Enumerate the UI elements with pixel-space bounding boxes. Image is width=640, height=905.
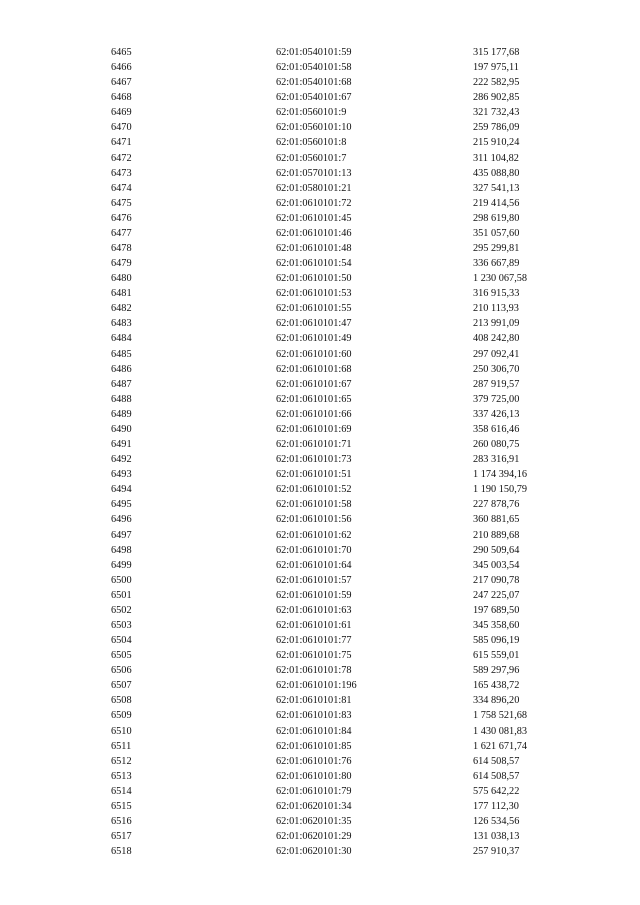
row-number-cell: 6471 <box>111 137 132 149</box>
row-number-cell: 6491 <box>111 439 132 451</box>
row-number-cell: 6472 <box>111 152 132 164</box>
cadastral-number-cell: 62:01:0620101:34 <box>276 800 352 812</box>
table-row <box>0 286 640 301</box>
value-cell: 260 080,75 <box>473 439 520 451</box>
row-number-cell: 6488 <box>111 393 132 405</box>
value-cell: 197 975,11 <box>473 62 519 74</box>
value-cell: 615 559,01 <box>473 650 520 662</box>
value-cell: 408 242,80 <box>473 333 520 345</box>
row-number-cell: 6470 <box>111 122 132 134</box>
table-row <box>0 497 640 512</box>
row-number-cell: 6506 <box>111 665 132 677</box>
cadastral-number-cell: 62:01:0610101:66 <box>276 408 352 420</box>
value-cell: 219 414,56 <box>473 197 520 209</box>
table-row <box>0 407 640 422</box>
value-cell: 257 910,37 <box>473 846 520 858</box>
table-row <box>0 120 640 135</box>
value-cell: 213 991,09 <box>473 318 520 330</box>
value-cell: 345 003,54 <box>473 559 520 571</box>
value-cell: 360 881,65 <box>473 514 520 526</box>
table-row <box>0 482 640 497</box>
row-number-cell: 6509 <box>111 710 132 722</box>
row-number-cell: 6481 <box>111 288 132 300</box>
cadastral-number-cell: 62:01:0560101:7 <box>276 152 347 164</box>
cadastral-number-cell: 62:01:0620101:30 <box>276 846 352 858</box>
table-row <box>0 512 640 527</box>
table-row <box>0 45 640 60</box>
cadastral-number-cell: 62:01:0610101:62 <box>276 529 352 541</box>
cadastral-number-cell: 62:01:0610101:47 <box>276 318 352 330</box>
cadastral-number-cell: 62:01:0570101:13 <box>276 167 352 179</box>
value-cell: 316 915,33 <box>473 288 520 300</box>
value-cell: 334 896,20 <box>473 695 520 707</box>
cadastral-number-cell: 62:01:0610101:58 <box>276 499 352 511</box>
value-cell: 589 297,96 <box>473 665 520 677</box>
cadastral-number-cell: 62:01:0610101:70 <box>276 544 352 556</box>
value-cell: 298 619,80 <box>473 212 520 224</box>
value-cell: 131 038,13 <box>473 831 520 843</box>
cadastral-number-cell: 62:01:0580101:21 <box>276 182 352 194</box>
cadastral-number-cell: 62:01:0540101:67 <box>276 92 352 104</box>
cadastral-number-cell: 62:01:0610101:79 <box>276 785 352 797</box>
cadastral-number-cell: 62:01:0610101:53 <box>276 288 352 300</box>
row-number-cell: 6518 <box>111 846 132 858</box>
value-cell: 177 112,30 <box>473 800 519 812</box>
table-row <box>0 452 640 467</box>
cadastral-number-cell: 62:01:0610101:64 <box>276 559 352 571</box>
value-cell: 311 104,82 <box>473 152 519 164</box>
table-row <box>0 648 640 663</box>
cadastral-number-cell: 62:01:0610101:83 <box>276 710 352 722</box>
row-number-cell: 6493 <box>111 469 132 481</box>
table-row <box>0 211 640 226</box>
table-row <box>0 271 640 286</box>
value-cell: 351 057,60 <box>473 227 520 239</box>
cadastral-number-cell: 62:01:0610101:81 <box>276 695 352 707</box>
value-cell: 345 358,60 <box>473 619 520 631</box>
table-row <box>0 814 640 829</box>
cadastral-number-cell: 62:01:0610101:73 <box>276 454 352 466</box>
cadastral-number-cell: 62:01:0610101:67 <box>276 378 352 390</box>
value-cell: 286 902,85 <box>473 92 520 104</box>
table-row <box>0 437 640 452</box>
row-number-cell: 6466 <box>111 62 132 74</box>
cadastral-number-cell: 62:01:0610101:75 <box>276 650 352 662</box>
cadastral-number-cell: 62:01:0610101:51 <box>276 469 352 481</box>
cadastral-number-cell: 62:01:0610101:77 <box>276 635 352 647</box>
cadastral-number-cell: 62:01:0610101:57 <box>276 574 352 586</box>
row-number-cell: 6500 <box>111 574 132 586</box>
cadastral-number-cell: 62:01:0560101:10 <box>276 122 352 134</box>
row-number-cell: 6474 <box>111 182 132 194</box>
value-cell: 435 088,80 <box>473 167 520 179</box>
cadastral-number-cell: 62:01:0610101:72 <box>276 197 352 209</box>
value-cell: 1 230 067,58 <box>473 273 528 285</box>
cadastral-number-cell: 62:01:0620101:29 <box>276 831 352 843</box>
value-cell: 217 090,78 <box>473 574 520 586</box>
cadastral-number-cell: 62:01:0610101:46 <box>276 227 352 239</box>
table-row <box>0 844 640 859</box>
table-row <box>0 724 640 739</box>
cadastral-number-cell: 62:01:0620101:35 <box>276 815 352 827</box>
value-cell: 222 582,95 <box>473 77 520 89</box>
table-row <box>0 603 640 618</box>
table-row <box>0 181 640 196</box>
value-cell: 259 786,09 <box>473 122 520 134</box>
value-cell: 321 732,43 <box>473 107 520 119</box>
row-number-cell: 6479 <box>111 258 132 270</box>
cadastral-number-cell: 62:01:0610101:85 <box>276 740 352 752</box>
value-cell: 247 225,07 <box>473 589 520 601</box>
value-cell: 1 758 521,68 <box>473 710 528 722</box>
table-row <box>0 467 640 482</box>
row-number-cell: 6504 <box>111 635 132 647</box>
row-number-cell: 6482 <box>111 303 132 315</box>
row-number-cell: 6480 <box>111 273 132 285</box>
row-number-cell: 6505 <box>111 650 132 662</box>
cadastral-number-cell: 62:01:0560101:8 <box>276 137 347 149</box>
table-row <box>0 528 640 543</box>
row-number-cell: 6515 <box>111 800 132 812</box>
row-number-cell: 6489 <box>111 408 132 420</box>
cadastral-number-cell: 62:01:0610101:78 <box>276 665 352 677</box>
table-row <box>0 693 640 708</box>
cadastral-number-cell: 62:01:0610101:80 <box>276 770 352 782</box>
cadastral-number-cell: 62:01:0610101:84 <box>276 725 352 737</box>
cadastral-number-cell: 62:01:0610101:55 <box>276 303 352 315</box>
row-number-cell: 6499 <box>111 559 132 571</box>
table-row <box>0 347 640 362</box>
table-row <box>0 543 640 558</box>
table-row <box>0 362 640 377</box>
row-number-cell: 6484 <box>111 333 132 345</box>
value-cell: 327 541,13 <box>473 182 520 194</box>
row-number-cell: 6475 <box>111 197 132 209</box>
table-row <box>0 316 640 331</box>
cadastral-number-cell: 62:01:0610101:56 <box>276 514 352 526</box>
table-row <box>0 558 640 573</box>
value-cell: 585 096,19 <box>473 635 520 647</box>
value-cell: 358 616,46 <box>473 423 520 435</box>
value-cell: 1 174 394,16 <box>473 469 528 481</box>
row-number-cell: 6486 <box>111 363 132 375</box>
row-number-cell: 6476 <box>111 212 132 224</box>
value-cell: 614 508,57 <box>473 755 520 767</box>
row-number-cell: 6501 <box>111 589 132 601</box>
cadastral-number-cell: 62:01:0610101:54 <box>276 258 352 270</box>
cadastral-number-cell: 62:01:0610101:68 <box>276 363 352 375</box>
table-row <box>0 256 640 271</box>
value-cell: 290 509,64 <box>473 544 520 556</box>
row-number-cell: 6502 <box>111 604 132 616</box>
cadastral-number-cell: 62:01:0560101:9 <box>276 107 347 119</box>
value-cell: 126 534,56 <box>473 815 520 827</box>
value-cell: 197 689,50 <box>473 604 520 616</box>
value-cell: 227 878,76 <box>473 499 520 511</box>
table-row <box>0 633 640 648</box>
table-row <box>0 739 640 754</box>
value-cell: 1 621 671,74 <box>473 740 528 752</box>
table-row <box>0 377 640 392</box>
row-number-cell: 6496 <box>111 514 132 526</box>
value-cell: 315 177,68 <box>473 47 520 58</box>
table-row <box>0 105 640 120</box>
value-cell: 336 667,89 <box>473 258 520 270</box>
table-row <box>0 769 640 784</box>
row-number-cell: 6512 <box>111 755 132 767</box>
table-row <box>0 166 640 181</box>
cadastral-number-cell: 62:01:0610101:52 <box>276 484 352 496</box>
row-number-cell: 6514 <box>111 785 132 797</box>
value-cell: 215 910,24 <box>473 137 520 149</box>
table-row <box>0 75 640 90</box>
table-row <box>0 196 640 211</box>
table-row <box>0 60 640 75</box>
cadastral-number-cell: 62:01:0610101:71 <box>276 439 352 451</box>
value-cell: 379 725,00 <box>473 393 520 405</box>
cadastral-number-cell: 62:01:0610101:65 <box>276 393 352 405</box>
table-row <box>0 754 640 769</box>
table-row <box>0 226 640 241</box>
row-number-cell: 6468 <box>111 92 132 104</box>
row-number-cell: 6492 <box>111 454 132 466</box>
row-number-cell: 6508 <box>111 695 132 707</box>
cadastral-number-cell: 62:01:0610101:45 <box>276 212 352 224</box>
row-number-cell: 6487 <box>111 378 132 390</box>
row-number-cell: 6478 <box>111 243 132 255</box>
value-cell: 297 092,41 <box>473 348 520 360</box>
row-number-cell: 6465 <box>111 47 132 58</box>
value-cell: 1 430 081,83 <box>473 725 528 737</box>
table-row <box>0 663 640 678</box>
value-cell: 575 642,22 <box>473 785 520 797</box>
table-row <box>0 799 640 814</box>
cadastral-number-cell: 62:01:0610101:63 <box>276 604 352 616</box>
row-number-cell: 6498 <box>111 544 132 556</box>
value-cell: 287 919,57 <box>473 378 520 390</box>
row-number-cell: 6467 <box>111 77 132 89</box>
row-number-cell: 6510 <box>111 725 132 737</box>
table-row <box>0 151 640 166</box>
cadastral-number-cell: 62:01:0540101:59 <box>276 47 352 58</box>
table-row <box>0 784 640 799</box>
cadastral-number-cell: 62:01:0540101:58 <box>276 62 352 74</box>
row-number-cell: 6507 <box>111 680 132 692</box>
row-number-cell: 6473 <box>111 167 132 179</box>
table-row <box>0 829 640 844</box>
value-cell: 1 190 150,79 <box>473 484 528 496</box>
row-number-cell: 6513 <box>111 770 132 782</box>
row-number-cell: 6494 <box>111 484 132 496</box>
value-cell: 295 299,81 <box>473 243 520 255</box>
value-cell: 614 508,57 <box>473 770 520 782</box>
cadastral-number-cell: 62:01:0610101:48 <box>276 243 352 255</box>
data-table <box>0 45 640 859</box>
row-number-cell: 6517 <box>111 831 132 843</box>
value-cell: 165 438,72 <box>473 680 520 692</box>
row-number-cell: 6497 <box>111 529 132 541</box>
table-row <box>0 618 640 633</box>
cadastral-number-cell: 62:01:0610101:50 <box>276 273 352 285</box>
row-number-cell: 6469 <box>111 107 132 119</box>
row-number-cell: 6511 <box>111 740 132 752</box>
row-number-cell: 6483 <box>111 318 132 330</box>
cadastral-number-cell: 62:01:0610101:49 <box>276 333 352 345</box>
table-row <box>0 708 640 723</box>
cadastral-number-cell: 62:01:0610101:60 <box>276 348 352 360</box>
row-number-cell: 6503 <box>111 619 132 631</box>
table-row <box>0 301 640 316</box>
value-cell: 283 316,91 <box>473 454 520 466</box>
value-cell: 210 889,68 <box>473 529 520 541</box>
cadastral-number-cell: 62:01:0610101:69 <box>276 423 352 435</box>
table-row <box>0 241 640 256</box>
cadastral-number-cell: 62:01:0540101:68 <box>276 77 352 89</box>
table-row <box>0 392 640 407</box>
row-number-cell: 6490 <box>111 423 132 435</box>
cadastral-number-cell: 62:01:0610101:59 <box>276 589 352 601</box>
value-cell: 337 426,13 <box>473 408 520 420</box>
row-number-cell: 6485 <box>111 348 132 360</box>
row-number-cell: 6495 <box>111 499 132 511</box>
cadastral-number-cell: 62:01:0610101:61 <box>276 619 352 631</box>
cadastral-number-cell: 62:01:0610101:196 <box>276 680 357 692</box>
value-cell: 210 113,93 <box>473 303 519 315</box>
table-row <box>0 678 640 693</box>
row-number-cell: 6477 <box>111 227 132 239</box>
table-row <box>0 573 640 588</box>
table-row <box>0 588 640 603</box>
cadastral-number-cell: 62:01:0610101:76 <box>276 755 352 767</box>
table-row <box>0 135 640 150</box>
table-row <box>0 422 640 437</box>
row-number-cell: 6516 <box>111 815 132 827</box>
table-row <box>0 90 640 105</box>
value-cell: 250 306,70 <box>473 363 520 375</box>
table-row <box>0 331 640 346</box>
